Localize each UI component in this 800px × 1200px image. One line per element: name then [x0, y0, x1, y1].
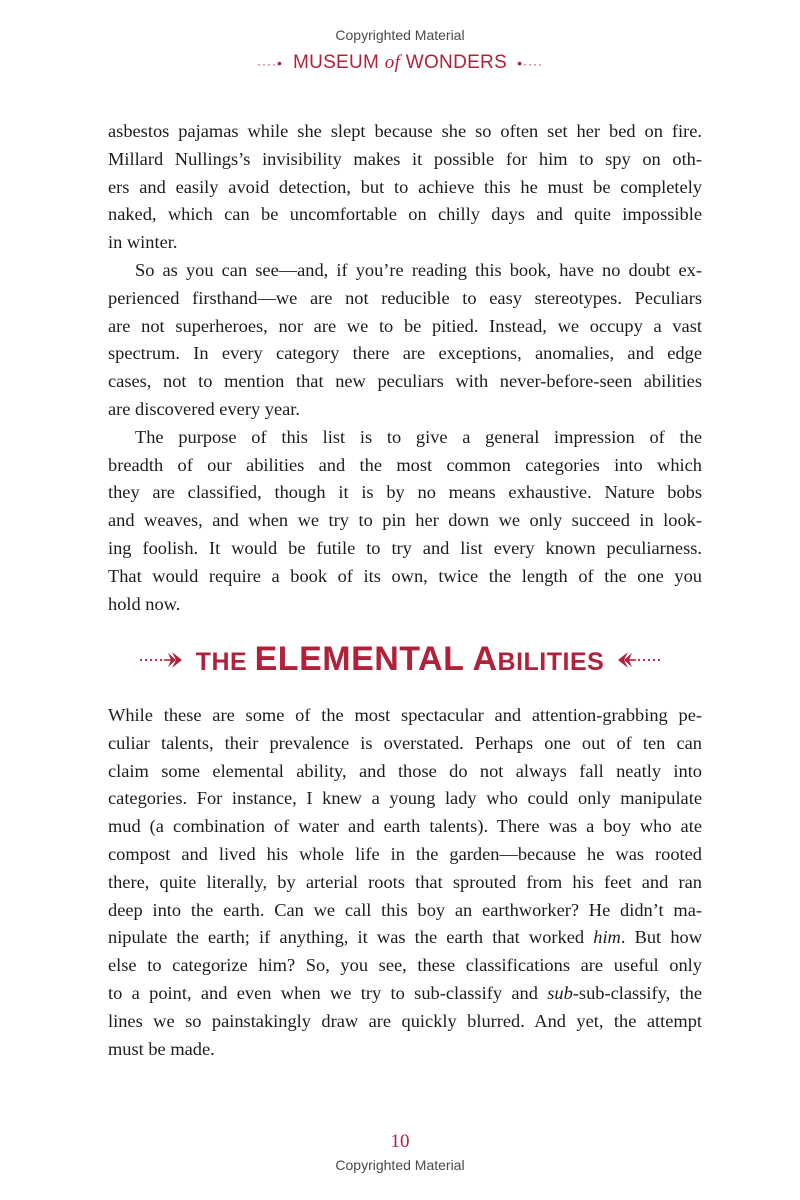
running-head-left-ornament-icon: ····•: [257, 55, 283, 71]
text-line: claim some elemental ability, and those do not always fall neatly into: [108, 760, 702, 781]
text-line: must be made.: [108, 1038, 215, 1059]
text-line: ers and easily avoid detection, but to achieve this he must be completely: [108, 176, 702, 197]
section-heading: [0, 640, 800, 679]
italic-emphasis: sub: [547, 982, 573, 1003]
heading-left-ornament-icon: [138, 650, 188, 670]
text-line: else to categorize him? So, you see, these classifications are useful only: [108, 955, 702, 976]
running-head: [0, 52, 800, 74]
text-fragment: nipulate the earth; if anything, it was the earth that worked: [108, 927, 594, 948]
running-head-title-of: of: [384, 52, 401, 73]
text-line: spectrum. In every category there are exceptions, anomalies, and edge: [108, 343, 702, 364]
text-line: Millard Nullings’s invisibility makes it possible for him to spy on oth-: [108, 148, 702, 169]
text-line: That would require a book of its own, twice the length of the one you: [108, 565, 702, 586]
text-line: The purpose of this list is to give a general impression of the: [135, 426, 702, 447]
paragraph-3: [108, 424, 702, 619]
running-head-title: [293, 52, 507, 74]
text-line: in winter.: [108, 232, 178, 253]
watermark-bottom: Copyrighted Material: [335, 1157, 465, 1173]
watermark-top: Copyrighted Material: [335, 27, 465, 43]
text-fragment: . But how: [620, 927, 702, 948]
paragraph-4: [108, 702, 702, 1063]
section-title-small2: BILITIES: [497, 648, 605, 676]
text-line: and weaves, and when we try to pin her down we only succeed in look-: [108, 510, 702, 531]
body-text-bottom: [108, 702, 702, 1063]
text-line: compost and lived his whole life in the garden—because he was rooted: [108, 843, 702, 864]
section-title-large: ELEMENTAL: [254, 640, 473, 678]
section-title-small: THE: [195, 648, 255, 676]
text-line: culiar talents, their prevalence is overstated. Perhaps one out of ten can: [108, 732, 702, 753]
paragraph-1: [108, 118, 702, 257]
italic-emphasis: him: [593, 927, 621, 948]
page-number: 10: [390, 1131, 410, 1152]
text-line: breadth of our abilities and the most common categories into which: [108, 454, 702, 475]
paragraph-2: [108, 257, 702, 424]
text-line: lines we so painstakingly draw are quickly blurred. And yet, the attempt: [108, 1010, 702, 1031]
text-line: they are classified, though it is by no means exhaustive. Nature bobs: [108, 482, 702, 503]
running-head-title-part1: MUSEUM: [292, 52, 385, 73]
running-head-title-part3: WONDERS: [400, 52, 508, 73]
text-line: hold now.: [108, 593, 181, 614]
text-line: perienced firsthand—we are not reducible to easy stereotypes. Peculiars: [108, 287, 702, 308]
text-line: While these are some of the most spectacular and attention-grabbing pe-: [108, 705, 702, 725]
text-fragment: to a point, and even when we try to sub-classify and: [108, 982, 548, 1003]
text-fragment: -sub-classify, the: [572, 982, 702, 1003]
text-line: categories. For instance, I knew a young lady who could only manipulate: [108, 788, 702, 809]
section-title-large2: A: [472, 640, 498, 678]
text-line: are not superheroes, nor are we to be pitied. Instead, we occupy a vast: [108, 315, 702, 336]
text-line: So as you can see—and, if you’re reading this book, have no doubt ex-: [135, 259, 702, 280]
body-text-top: [108, 118, 702, 618]
heading-right-ornament-icon: [612, 650, 662, 670]
text-line: are discovered every year.: [108, 398, 300, 419]
section-title: [196, 640, 605, 679]
text-line: deep into the earth. Can we call this boy an earthworker? He didn’t ma-: [108, 899, 702, 920]
text-line: ing foolish. It would be futile to try and list every known peculiarness.: [108, 537, 702, 558]
text-line: naked, which can be uncomfortable on chilly days and quite impossible: [108, 204, 702, 225]
text-line: mud (a combination of water and earth talents). There was a boy who ate: [108, 816, 702, 837]
text-line: there, quite literally, by arterial roots that sprouted from his feet and ran: [108, 871, 702, 892]
running-head-right-ornament-icon: •····: [517, 55, 543, 71]
text-line: [108, 980, 702, 1008]
text-line: cases, not to mention that new peculiars with never-before-seen abilities: [108, 371, 702, 392]
text-line: [108, 924, 702, 952]
text-line: asbestos pajamas while she slept because she so often set her bed on fire.: [108, 121, 702, 141]
